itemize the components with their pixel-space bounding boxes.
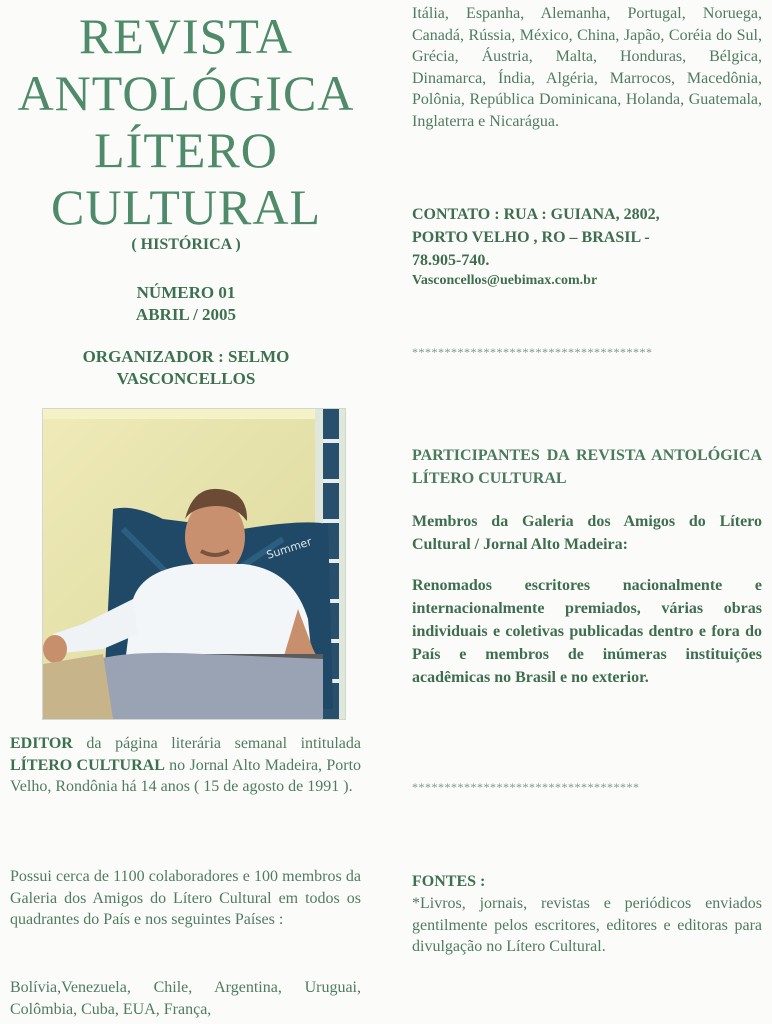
editor-column-name: LÍTERO CULTURAL xyxy=(10,756,165,774)
title-line-antologica: ANTOLÓGICA xyxy=(17,65,355,121)
countries-paragraph-continued: Itália, Espanha, Alemanha, Portugal, Noruega, Canadá, Rússia, México, China, Japão, Coréia do Sul, Grécia, Áustria, Malta, Honduras, Bélgica, Dinamarca, Índia, Algéria, Marrocos, Macedônia, Polônia, República Dominicana, Holanda, Guatemala, Inglaterra e Nicarágua. xyxy=(412,5,762,130)
contact-line-3: 78.905-740. xyxy=(412,252,490,269)
sources-label: FONTES : xyxy=(412,873,486,890)
contact-line-1: CONTATO : RUA : GUIANA, 2802, xyxy=(412,206,660,223)
organizer-line-1: ORGANIZADOR : SELMO xyxy=(82,347,290,366)
members-heading: Membros da Galeria dos Amigos do Lítero Cultural / Jornal Alto Madeira: xyxy=(412,513,762,553)
editor-paragraph xyxy=(10,733,361,798)
issue-block xyxy=(0,282,372,326)
editor-photo xyxy=(42,408,346,720)
countries-paragraph-start: Bolívia,Venezuela, Chile, Argentina, Uruguai, Colômbia, Cuba, EUA, França, xyxy=(10,979,361,1018)
editor-label: EDITOR xyxy=(10,735,73,752)
sources-text: *Livros, jornais, revistas e periódicos enviados gentilmente pelos escritores, editores e editoras para divulgação no Lítero Cultural. xyxy=(412,895,762,955)
sources-block xyxy=(412,871,762,958)
title-line-cultural: CULTURAL xyxy=(50,179,322,235)
editor-photo-image xyxy=(43,409,345,719)
editor-text-b: no Jornal Alto Madeira, Porto Velho, Rondônia há 14 anos ( 15 de agosto de 1991 ). xyxy=(10,756,362,795)
issue-date: ABRIL / 2005 xyxy=(135,305,237,324)
contact-line-2: PORTO VELHO , RO – BRASIL - xyxy=(412,229,650,246)
separator-stars-2: *********************************** xyxy=(412,780,640,794)
chair-summer-text: Summer xyxy=(264,535,314,562)
collaborators-paragraph: Possui cerca de 1100 colaboradores e 100 membros da Galeria dos Amigos do Lítero Cultural em todos os quadrantes do País e nos seguintes Países : xyxy=(10,868,361,928)
participants-heading: PARTICIPANTES DA REVISTA ANTOLÓGICA LÍTERO CULTURAL xyxy=(412,447,762,487)
organizer-block xyxy=(0,346,372,390)
organizer-line-2: VASCONCELLOS xyxy=(116,369,256,388)
contact-block xyxy=(412,203,762,290)
title-line-litero: LÍTERO xyxy=(94,122,278,178)
separator-stars-1: ************************************* xyxy=(412,345,653,359)
members-description: Renomados escritores nacionalmente e internacionalmente premiados, várias obras individuais e coletivas publicadas dentro e fora do País e membros de inúmeras instituições acadêmicas no Brasil e no exterior. xyxy=(412,577,762,686)
issue-number: NÚMERO 01 xyxy=(136,283,236,302)
subtitle-historica: ( HISTÓRICA ) xyxy=(131,236,241,253)
title-line-revista: REVISTA xyxy=(78,8,294,64)
contact-email: Vasconcellos@uebimax.com.br xyxy=(412,273,598,288)
editor-text-a: da página literária semanal intitulada xyxy=(72,735,361,752)
